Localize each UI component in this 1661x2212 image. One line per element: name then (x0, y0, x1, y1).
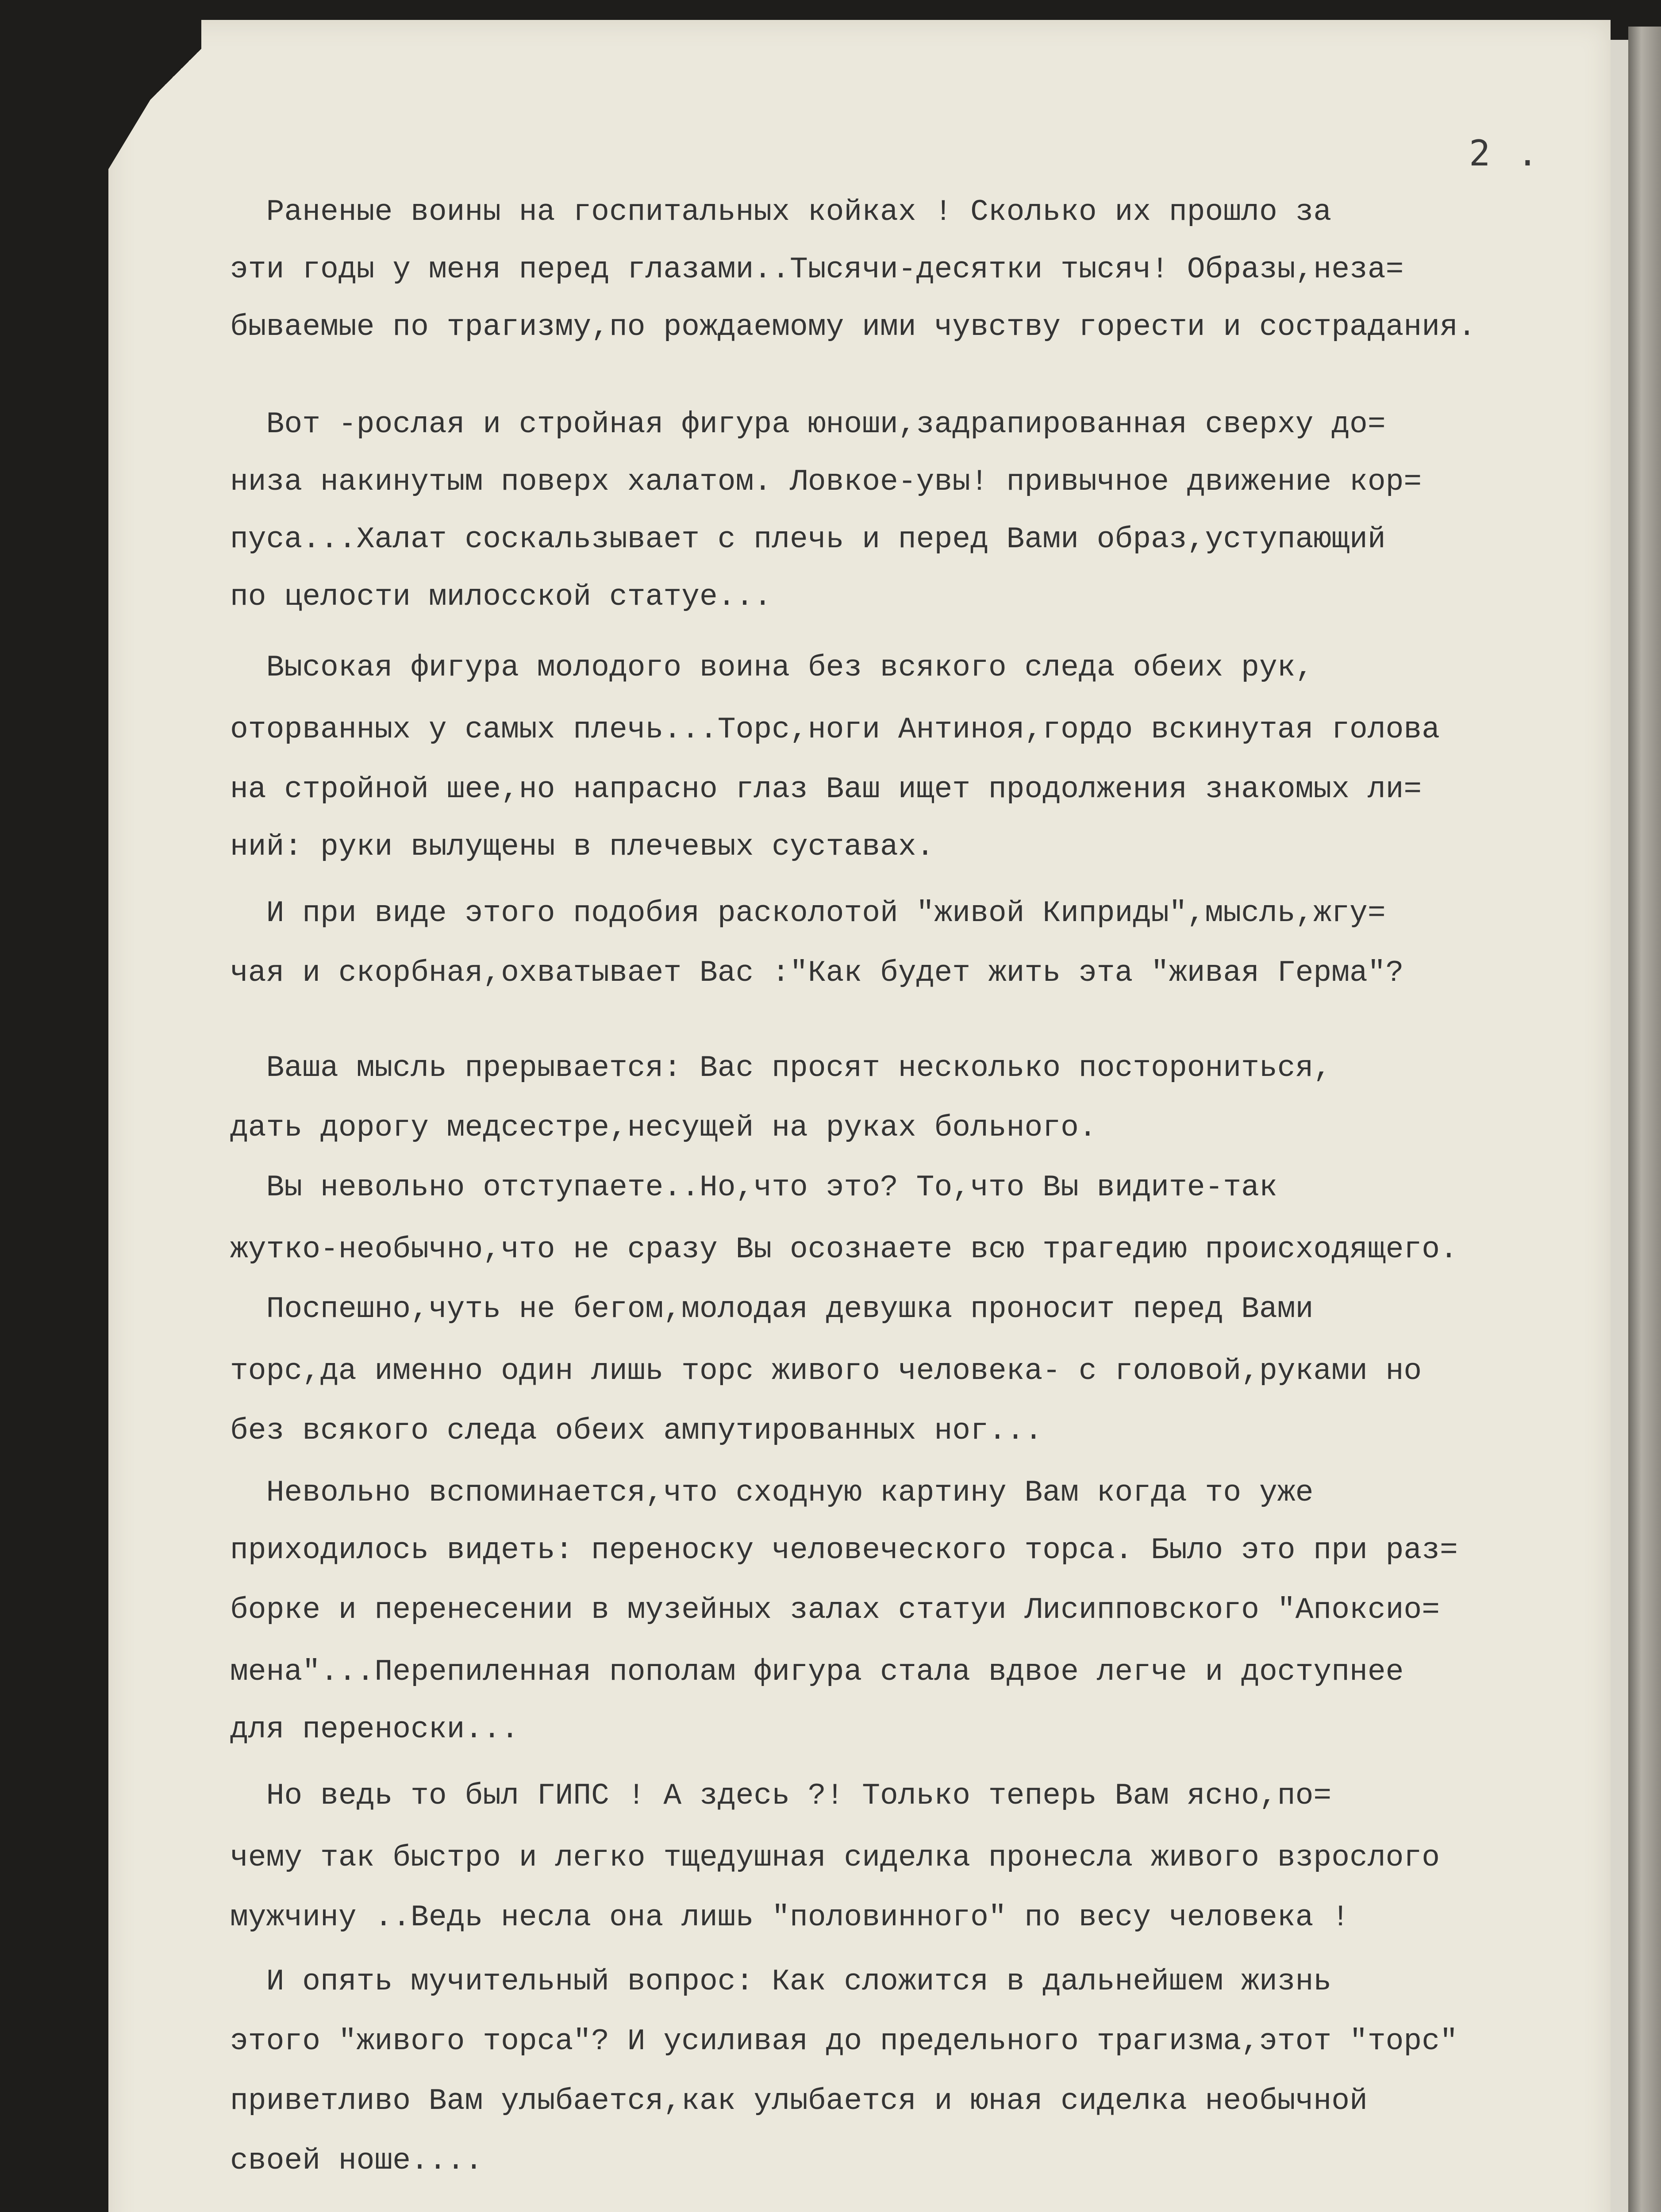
text-line: дать дорогу медсестре,несущей на руках больного. (230, 1111, 1097, 1145)
text-line: мужчину ..Ведь несла она лишь "половинного" по весу человека ! (230, 1901, 1350, 1935)
text-line: чая и скорбная,охватывает Вас :"Как будет жить эта "живая Герма"? (230, 956, 1404, 990)
text-line: торс,да именно один лишь торс живого человека- с головой,руками но (230, 1354, 1422, 1388)
text-line: для переноски... (230, 1713, 519, 1747)
text-line: Невольно вспоминается,что сходную картину Вам когда то уже (230, 1476, 1314, 1510)
text-line: борке и перенесении в музейных залах статуи Лисипповского "Апоксио= (230, 1593, 1440, 1627)
text-line: на стройной шее,но напрасно глаз Ваш ищет продолжения знакомых ли= (230, 772, 1422, 806)
text-line: И опять мучительный вопрос: Как сложится в дальнейшем жизнь (230, 1965, 1332, 1999)
folded-corner (108, 20, 201, 170)
text-line: И при виде этого подобия расколотой "живой Киприды",мысль,жгу= (230, 896, 1386, 930)
document-body (230, 0, 1611, 2178)
text-line: жутко-необычно,что не сразу Вы осознаете всю трагедию происходящего. (230, 1233, 1458, 1267)
text-line: Вы невольно отступаете..Но,что это? То,что Вы видите-так (230, 1171, 1277, 1205)
text-line: своей ноше.... (230, 2144, 483, 2178)
text-line: Вот -рослая и стройная фигура юноши,задрапированная сверху до= (230, 407, 1386, 442)
text-line: Поспешно,чуть не бегом,молодая девушка проносит перед Вами (230, 1292, 1314, 1326)
text-line: Но ведь то был ГИПС ! А здесь ?! Только теперь Вам ясно,по= (230, 1779, 1332, 1813)
text-line: пуса...Халат соскальзывает с плечь и перед Вами образ,уступающий (230, 522, 1386, 557)
page-edge-shadow (1628, 27, 1661, 2212)
text-line: мена"...Перепиленная пополам фигура стала вдвое легче и доступнее (230, 1655, 1404, 1689)
text-line: без всякого следа обеих ампутированных ног... (230, 1414, 1043, 1448)
text-line: приходилось видеть: переноску человеческого торса. Было это при раз= (230, 1533, 1458, 1567)
text-line: ний: руки вылущены в плечевых суставах. (230, 830, 934, 864)
text-line: приветливо Вам улыбается,как улыбается и юная сиделка необычной (230, 2084, 1368, 2118)
text-line: эти годы у меня перед глазами..Тысячи-десятки тысяч! Образы,неза= (230, 253, 1404, 287)
text-line: Высокая фигура молодого воина без всякого следа обеих рук, (230, 651, 1314, 685)
page-number: 2 . (1469, 133, 1541, 174)
text-line: чему так быстро и легко тщедушная сиделка пронесла живого взрослого (230, 1841, 1440, 1875)
text-line: Ваша мысль прерывается: Вас просят несколько посторониться, (230, 1051, 1332, 1085)
text-line: по целости милосской статуе... (230, 580, 772, 614)
text-line: оторванных у самых плечь...Торс,ноги Антиноя,гордо вскинутая голова (230, 713, 1440, 747)
text-line: низа накинутым поверх халатом. Ловкое-увы! привычное движение кор= (230, 465, 1422, 499)
text-line: этого "живого торса"? И усиливая до предельного трагизма,этот "торс" (230, 2024, 1458, 2058)
text-line: бываемые по трагизму,по рождаемому ими чувству горести и сострадания. (230, 310, 1476, 344)
text-line: Раненые воины на госпитальных койках ! Сколько их прошло за (230, 195, 1332, 229)
